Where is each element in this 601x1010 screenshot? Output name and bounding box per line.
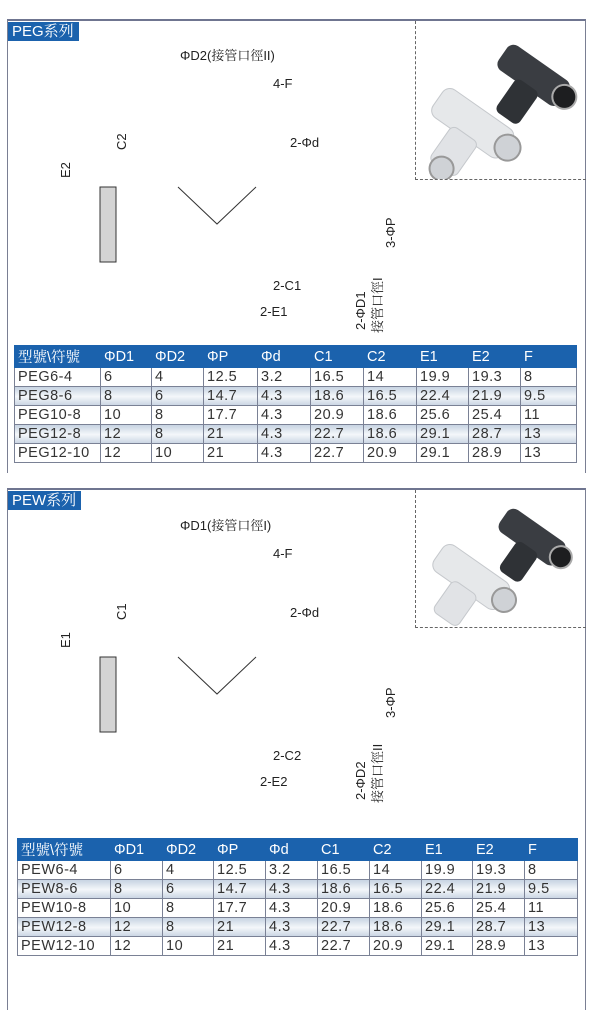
model-cell: PEG12-10	[15, 444, 101, 463]
dimension-label-c-vert: C2	[114, 133, 129, 150]
model-cell: PEG6-4	[15, 368, 101, 387]
value-cell: 14.7	[204, 387, 258, 406]
value-cell: 21	[214, 937, 266, 956]
value-cell: 8	[521, 368, 577, 387]
dimension-label-e-horiz: 2-E2	[260, 774, 288, 789]
value-cell: 8	[163, 899, 214, 918]
fitting-outline	[100, 657, 116, 732]
value-cell: 19.9	[422, 861, 473, 880]
value-cell: 18.6	[364, 406, 417, 425]
value-cell: 11	[525, 899, 578, 918]
value-cell: 9.5	[525, 880, 578, 899]
table-row	[15, 368, 577, 387]
value-cell: 8	[525, 861, 578, 880]
dimension-label-hole: 2-Φd	[290, 605, 320, 620]
value-cell: 29.1	[422, 937, 473, 956]
model-cell: PEW6-4	[18, 861, 111, 880]
value-cell: 8	[111, 880, 163, 899]
value-cell: 10	[111, 899, 163, 918]
column-header: E2	[473, 839, 525, 861]
column-header: ΦD1	[111, 839, 163, 861]
column-header: F	[521, 346, 577, 368]
value-cell: 6	[111, 861, 163, 880]
value-cell: 8	[152, 425, 204, 444]
column-header: C1	[318, 839, 370, 861]
value-cell: 13	[521, 425, 577, 444]
value-cell: 16.5	[318, 861, 370, 880]
value-cell: 4.3	[266, 937, 318, 956]
value-cell: 10	[101, 406, 152, 425]
value-cell: 4.3	[258, 387, 311, 406]
fitting-outline	[100, 187, 116, 262]
value-cell: 21	[204, 444, 258, 463]
pew-series-title: PEW系列	[8, 491, 81, 510]
table-header-row	[15, 346, 577, 368]
dimension-label-e-vert: E1	[58, 632, 73, 648]
dimension-label-p: 3-ΦP	[383, 687, 398, 718]
value-cell: 12.5	[214, 861, 266, 880]
value-cell: 8	[101, 387, 152, 406]
column-header: C1	[311, 346, 364, 368]
value-cell: 28.7	[469, 425, 521, 444]
peg-series-title: PEG系列	[8, 22, 79, 41]
model-cell: PEG8-6	[15, 387, 101, 406]
table-row	[15, 425, 577, 444]
value-cell: 8	[152, 406, 204, 425]
value-cell: 16.5	[370, 880, 422, 899]
value-cell: 12	[101, 444, 152, 463]
value-cell: 16.5	[364, 387, 417, 406]
column-header: 型號\符號	[18, 839, 111, 861]
value-cell: 17.7	[214, 899, 266, 918]
value-cell: 20.9	[311, 406, 364, 425]
table-row	[18, 899, 578, 918]
pew-spec-table	[17, 838, 578, 956]
value-cell: 25.4	[473, 899, 525, 918]
value-cell: 3.2	[258, 368, 311, 387]
fitting-outline	[178, 187, 256, 224]
column-header: Φd	[266, 839, 318, 861]
dimension-label-e-vert: E2	[58, 162, 73, 178]
value-cell: 28.9	[473, 937, 525, 956]
value-cell: 25.6	[422, 899, 473, 918]
dimension-label-side-bore-note: 接管口徑II	[370, 743, 385, 803]
table-row	[15, 406, 577, 425]
value-cell: 14	[364, 368, 417, 387]
value-cell: 18.6	[364, 425, 417, 444]
value-cell: 22.7	[311, 444, 364, 463]
value-cell: 12	[111, 918, 163, 937]
value-cell: 18.6	[318, 880, 370, 899]
value-cell: 3.2	[266, 861, 318, 880]
value-cell: 9.5	[521, 387, 577, 406]
value-cell: 12	[101, 425, 152, 444]
value-cell: 20.9	[370, 937, 422, 956]
value-cell: 21.9	[469, 387, 521, 406]
column-header: C2	[370, 839, 422, 861]
column-header: ΦD2	[163, 839, 214, 861]
value-cell: 28.9	[469, 444, 521, 463]
value-cell: 12.5	[204, 368, 258, 387]
dimension-label-c-horiz: 2-C2	[273, 748, 302, 763]
value-cell: 6	[152, 387, 204, 406]
value-cell: 4.3	[258, 406, 311, 425]
value-cell: 25.4	[469, 406, 521, 425]
value-cell: 4	[152, 368, 204, 387]
table-header-row	[18, 839, 578, 861]
value-cell: 19.3	[473, 861, 525, 880]
value-cell: 14	[370, 861, 422, 880]
dimension-label-p: 3-ΦP	[383, 217, 398, 248]
table-row	[15, 387, 577, 406]
dimension-label-hole: 2-Φd	[290, 135, 320, 150]
value-cell: 13	[525, 918, 578, 937]
pew-dimension-drawing	[0, 470, 601, 815]
value-cell: 4	[163, 861, 214, 880]
value-cell: 4.3	[266, 899, 318, 918]
table-row	[18, 880, 578, 899]
value-cell: 17.7	[204, 406, 258, 425]
value-cell: 22.4	[422, 880, 473, 899]
value-cell: 18.6	[370, 899, 422, 918]
value-cell: 6	[163, 880, 214, 899]
table-row	[18, 861, 578, 880]
value-cell: 19.9	[417, 368, 469, 387]
column-header: E1	[422, 839, 473, 861]
value-cell: 20.9	[318, 899, 370, 918]
value-cell: 22.4	[417, 387, 469, 406]
column-header: F	[525, 839, 578, 861]
value-cell: 21	[204, 425, 258, 444]
value-cell: 14.7	[214, 880, 266, 899]
dimension-label-side-bore-note: 接管口徑I	[370, 277, 385, 333]
value-cell: 21.9	[473, 880, 525, 899]
column-header: 型號\符號	[15, 346, 101, 368]
value-cell: 28.7	[473, 918, 525, 937]
value-cell: 16.5	[311, 368, 364, 387]
model-cell: PEW10-8	[18, 899, 111, 918]
value-cell: 6	[101, 368, 152, 387]
column-header: ΦP	[204, 346, 258, 368]
value-cell: 22.7	[318, 918, 370, 937]
model-cell: PEG10-8	[15, 406, 101, 425]
value-cell: 11	[521, 406, 577, 425]
dimension-label-e-horiz: 2-E1	[260, 304, 288, 319]
value-cell: 29.1	[417, 444, 469, 463]
value-cell: 10	[163, 937, 214, 956]
model-cell: PEW12-10	[18, 937, 111, 956]
value-cell: 4.3	[266, 880, 318, 899]
dimension-label-c-vert: C1	[114, 603, 129, 620]
value-cell: 29.1	[417, 425, 469, 444]
dimension-label-f: 4-F	[273, 76, 293, 91]
dimension-label-side-bore: 2-ΦD2	[353, 761, 368, 800]
peg-dimension-drawing	[0, 0, 601, 345]
value-cell: 12	[111, 937, 163, 956]
column-header: ΦD2	[152, 346, 204, 368]
value-cell: 8	[163, 918, 214, 937]
column-header: ΦP	[214, 839, 266, 861]
column-header: Φd	[258, 346, 311, 368]
value-cell: 4.3	[266, 918, 318, 937]
column-header: E2	[469, 346, 521, 368]
column-header: C2	[364, 346, 417, 368]
dimension-label-top-bore: ΦD2(接管口徑II)	[180, 48, 275, 63]
table-row	[15, 444, 577, 463]
value-cell: 25.6	[417, 406, 469, 425]
value-cell: 18.6	[311, 387, 364, 406]
value-cell: 20.9	[364, 444, 417, 463]
value-cell: 4.3	[258, 425, 311, 444]
model-cell: PEG12-8	[15, 425, 101, 444]
model-cell: PEW12-8	[18, 918, 111, 937]
column-header: E1	[417, 346, 469, 368]
peg-spec-table	[14, 345, 577, 463]
value-cell: 10	[152, 444, 204, 463]
value-cell: 21	[214, 918, 266, 937]
dimension-label-f: 4-F	[273, 546, 293, 561]
value-cell: 29.1	[422, 918, 473, 937]
column-header: ΦD1	[101, 346, 152, 368]
value-cell: 18.6	[370, 918, 422, 937]
value-cell: 13	[525, 937, 578, 956]
fitting-outline	[178, 657, 256, 694]
dimension-label-side-bore: 2-ΦD1	[353, 291, 368, 330]
value-cell: 19.3	[469, 368, 521, 387]
value-cell: 22.7	[318, 937, 370, 956]
dimension-label-c-horiz: 2-C1	[273, 278, 302, 293]
value-cell: 4.3	[258, 444, 311, 463]
table-row	[18, 918, 578, 937]
value-cell: 13	[521, 444, 577, 463]
table-row	[18, 937, 578, 956]
model-cell: PEW8-6	[18, 880, 111, 899]
value-cell: 22.7	[311, 425, 364, 444]
dimension-label-top-bore: ΦD1(接管口徑I)	[180, 518, 272, 533]
